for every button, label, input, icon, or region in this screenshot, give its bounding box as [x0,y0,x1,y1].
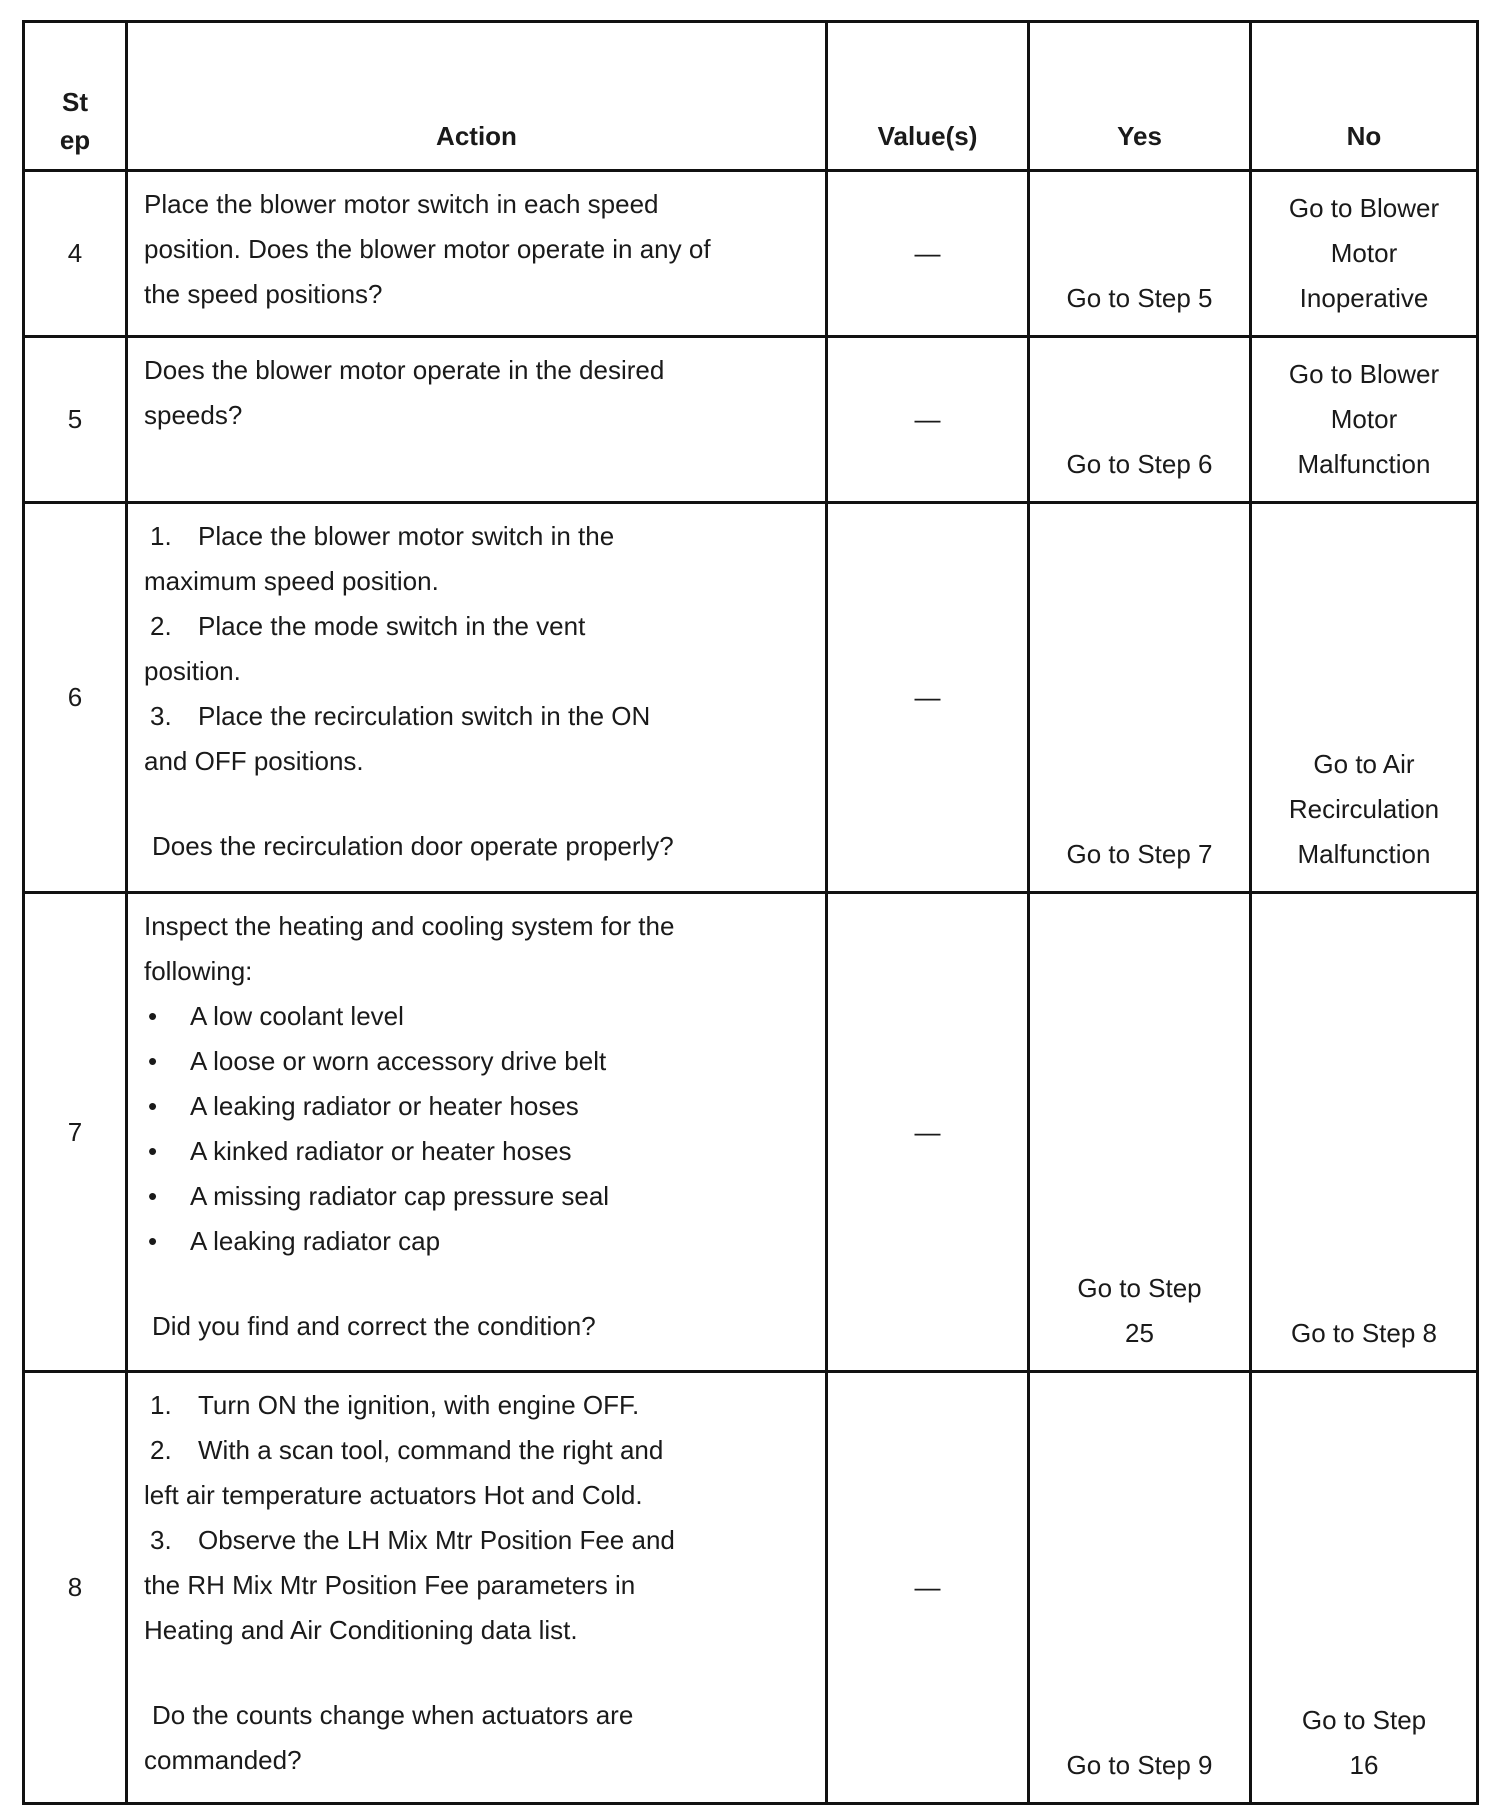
question: Did you find and correct the condition? [152,1311,596,1341]
no-cell: Go to Air Recirculation Malfunction [1251,503,1478,893]
list-item: • A leaking radiator cap [148,1226,441,1256]
value-cell: — [827,893,1029,1372]
action-cell: Place the blower motor switch in each speed position. Does the blower motor operate in any of the speed positions? [127,171,827,337]
yes-cell: Go to Step 5 [1029,171,1251,337]
action-cell: Does the blower motor operate in the desired speeds? [127,337,827,503]
step-number: 6 [24,503,127,893]
action-cell: 1. Place the blower motor switch in the maximum speed position. 2. Place the mode switch in the vent position. 3. Place the recirculation switch in the ON and OFF positions. Does the recirculation door operate properly? [127,503,827,893]
step-number: 4 [24,171,127,337]
no-cell: Go to Blower Motor Malfunction [1251,337,1478,503]
step-number: 5 [24,337,127,503]
header-values: Value(s) [827,22,1029,171]
header-action: Action [127,22,827,171]
header-no: No [1251,22,1478,171]
table-row [24,171,1478,337]
list-item: • A missing radiator cap pressure seal [148,1181,610,1211]
table-row [24,337,1478,503]
question: Does the recirculation door operate properly? [152,831,674,861]
table-row [24,1372,1478,1804]
list-item: • A leaking radiator or heater hoses [148,1091,579,1121]
step-number: 7 [24,893,127,1372]
value-cell: — [827,1372,1029,1804]
question: Do the counts change when actuators are [152,1700,634,1730]
header-yes: Yes [1029,22,1251,171]
yes-cell: Go to Step 6 [1029,337,1251,503]
value-cell: — [827,171,1029,337]
table-row [24,893,1478,1372]
list-item: • A loose or worn accessory drive belt [148,1046,607,1076]
header-step: St ep [24,22,127,171]
no-cell: Go to Step 16 [1251,1372,1478,1804]
diagnostic-table [22,20,1479,1805]
list-item: • A low coolant level [148,1001,404,1031]
yes-cell: Go to Step 7 [1029,503,1251,893]
action-cell: Inspect the heating and cooling system for the following: • A low coolant level • A loose or worn accessory drive belt • A leaking radiator or heater hoses • A kinked radiator or heater hoses • A missing radiator cap pressure seal • A leaking radiator cap Did you find and correct the condition? [127,893,827,1372]
action-cell: 1. Turn ON the ignition, with engine OFF. 2. With a scan tool, command the right and left air temperature actuators Hot and Cold. 3. Observe the LH Mix Mtr Position Fee and the RH Mix Mtr Position Fee parameters in Heating and Air Conditioning data list. Do the counts change when actuators are commanded? [127,1372,827,1804]
header-row [24,22,1478,171]
value-cell: — [827,337,1029,503]
no-cell: Go to Step 8 [1251,893,1478,1372]
yes-cell: Go to Step 9 [1029,1372,1251,1804]
list-item: • A kinked radiator or heater hoses [148,1136,572,1166]
value-cell: — [827,503,1029,893]
step-number: 8 [24,1372,127,1804]
table-row [24,503,1478,893]
no-cell: Go to Blower Motor Inoperative [1251,171,1478,337]
yes-cell: Go to Step 25 [1029,893,1251,1372]
